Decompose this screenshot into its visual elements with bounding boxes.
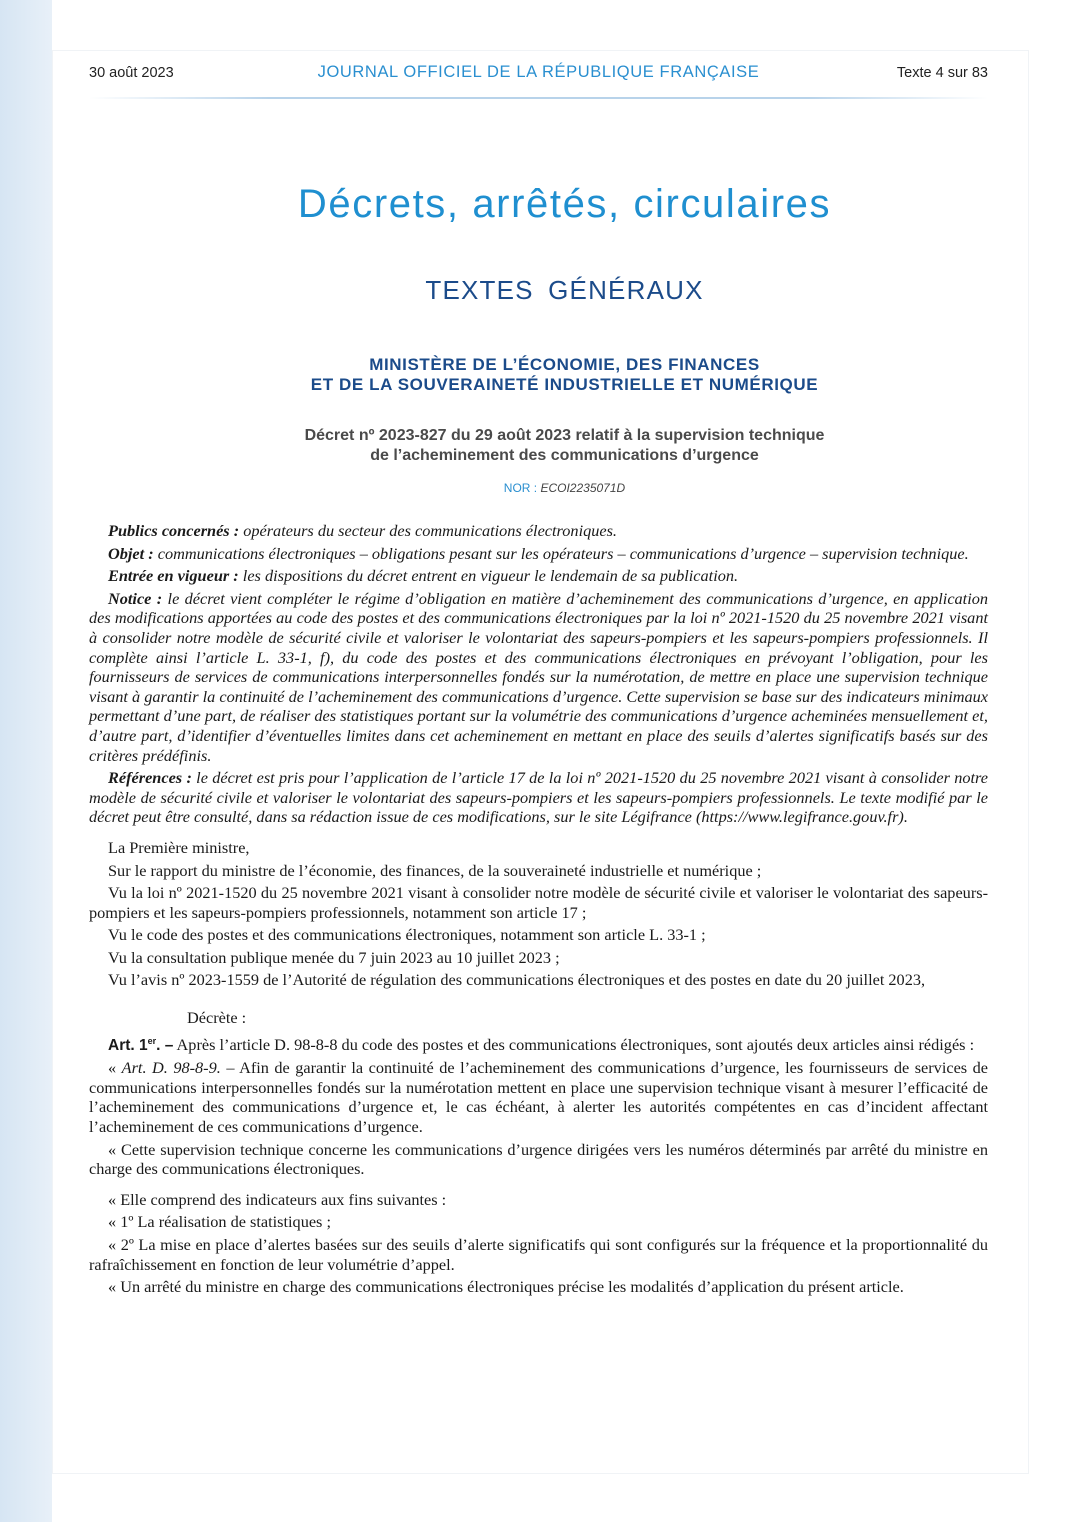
objet-paragraph	[89, 544, 988, 564]
spacer	[89, 993, 988, 1008]
spacer	[89, 830, 988, 838]
preamble-paragraph: Vu le code des postes et des communications électroniques, notamment son article L. 33-1 ;	[108, 925, 706, 945]
header-divider	[89, 97, 988, 99]
article-1-paragraph	[89, 1035, 988, 1056]
header-text-count: Texte 4 sur 83	[896, 65, 988, 81]
references-label: Références :	[108, 768, 192, 788]
article-1-number: Art. 1	[108, 1036, 148, 1054]
preamble-paragraph: Vu la consultation publique menée du 7 juin 2023 au 10 juillet 2023 ;	[108, 947, 560, 967]
entree-text: les dispositions du décret entrent en vigueur le lendemain de sa publication.	[238, 566, 739, 586]
new-article-text: – Afin de garantir la continuité de l’acheminement des communications d’urgence, les fournisseurs de services de communications interpersonnelles fondés sur la numérotation mettent en place une supervision technique visant à mesurer l’efficacité de l’acheminement des communications d’urgence et, le cas échéant, à alerter les autorités compétentes en cas d’incident affectant l’acheminement de ces communications d’urgence.	[89, 1058, 988, 1137]
decree-title	[52, 426, 1077, 466]
article-1-dash: . –	[156, 1036, 174, 1054]
article-1-text: Après l’article D. 98-8-8 du code des postes et des communications électroniques, sont ajoutés deux articles ainsi rédigés :	[173, 1034, 975, 1054]
decree-title-line-1: Décret nº 2023-827 du 29 août 2023 relatif à la supervision technique	[304, 427, 825, 444]
article-1-label	[108, 1037, 173, 1054]
nor-reference	[52, 481, 1077, 495]
header-date: 30 août 2023	[89, 65, 174, 81]
document-body	[89, 521, 988, 1300]
nor-code: ECOI2235071D	[540, 481, 626, 495]
objet-text: communications électroniques – obligations pesant sur les opérateurs – communications d’urgence – supervision technique.	[153, 543, 969, 563]
main-title: Décrets, arrêtés, circulaires	[297, 182, 832, 226]
new-article-item-2: « 2º La mise en place d’alertes basées sur des seuils d’alerte significatifs qui sont configurés sur la fréquence et la proportionnalité du rafraîchissement en fonction de leur volumétrie d’appel.	[89, 1235, 988, 1274]
new-article-paragraph-3: « Elle comprend des indicateurs aux fins suivantes :	[108, 1189, 447, 1209]
new-article-reference: Art. D. 98-8-9.	[121, 1058, 221, 1078]
ministry-line-1: MINISTÈRE DE L’ÉCONOMIE, DES FINANCES	[369, 355, 760, 374]
references-text: le décret est pris pour l’application de l’article 17 de la loi nº 2021-1520 du 25 novembre 2021 visant à consolider notre modèle de sécurité civile et valoriser le volontariat des sapeurs-pompiers et les sapeurs-pompiers professionnels. Le texte modifié par le décret peut être consulté, dans sa rédaction issue de ces modifications, sur le site Légifrance (https://www.legifrance.gouv.fr).	[89, 768, 988, 827]
spacer	[89, 1182, 988, 1190]
quote-mark: «	[108, 1058, 122, 1078]
new-article-paragraph-2: « Cette supervision technique concerne les communications d’urgence dirigées vers les numéros déterminés par arrêté du ministre en charge des communications électroniques.	[89, 1139, 988, 1179]
new-article-item-1: « 1º La réalisation de statistiques ;	[108, 1212, 331, 1232]
nor-label: NOR :	[503, 481, 538, 495]
new-article-paragraph	[89, 1058, 988, 1136]
preamble-paragraph: La Première ministre,	[108, 837, 250, 857]
notice-label: Notice :	[108, 588, 163, 608]
new-article-paragraph-4: « Un arrêté du ministre en charge des communications électroniques précise les modalités d’application du présent article.	[108, 1277, 904, 1297]
decree-title-line-2: de l’acheminement des communications d’urgence	[370, 447, 759, 464]
entree-paragraph	[89, 566, 988, 586]
publics-paragraph	[89, 521, 988, 541]
preamble-paragraph: Vu la loi nº 2021-1520 du 25 novembre 2021 visant à consolider notre modèle de sécurité civile et valoriser le volontariat des sapeurs-pompiers et les sapeurs-pompiers professionnels, notamment son article 17 ;	[89, 883, 988, 922]
entree-label: Entrée en vigueur :	[108, 566, 239, 586]
header-journal-title: JOURNAL OFFICIEL DE LA RÉPUBLIQUE FRANÇAISE	[317, 63, 760, 81]
section-title: TEXTES GÉNÉRAUX	[425, 275, 704, 305]
ministry-heading	[52, 355, 1077, 395]
publics-label: Publics concernés :	[108, 521, 240, 540]
objet-label: Objet :	[108, 543, 154, 563]
decrete-line: Décrète :	[187, 1008, 247, 1028]
notice-paragraph	[89, 589, 988, 765]
notice-text: le décret vient compléter le régime d’obligation en matière d’acheminement des communications d’urgence, en application des modifications apportées au code des postes et des communications électroniques par la loi nº 2021-1520 du 25 novembre 2021 visant à consolider notre modèle de sécurité civile et valoriser le volontariat des sapeurs-pompiers et les sapeurs-pompiers professionnels. Il complète ainsi l’article L. 33-1, f), du code des postes et des communications électroniques en prévoyant l’obligation, pour les fournisseurs de services de communications interpersonnelles fondés sur la numérotation, de mettre en place une supervision technique visant à garantir la continuité de l’acheminement des communications d’urgence. Cette supervision se base sur des indicateurs minimaux permettant d’une part, de réaliser des statistiques portant sur la volumétrie des communications d’urgence acheminées mensuellement et, d’autre part, d’identifier d’éventuelles limites dans cet acheminement en mettant en place des seuils d’alertes significatifs basés sur des critères prédéfinis.	[89, 588, 989, 765]
preamble-paragraph: Sur le rapport du ministre de l’économie, des finances, de la souveraineté industrielle et numérique ;	[108, 860, 762, 880]
publics-text: opérateurs du secteur des communications électroniques.	[239, 521, 618, 540]
article-1-superscript: er	[147, 1035, 157, 1046]
page-header	[89, 62, 988, 96]
preamble-paragraph: Vu l’avis nº 2023-1559 de l’Autorité de régulation des communications électroniques et des postes en date du 20 juillet 2023,	[108, 970, 926, 990]
references-paragraph	[89, 768, 988, 827]
ministry-line-2: ET DE LA SOUVERAINETÉ INDUSTRIELLE ET NUMÉRIQUE	[310, 375, 819, 394]
left-margin-band	[0, 0, 52, 1522]
